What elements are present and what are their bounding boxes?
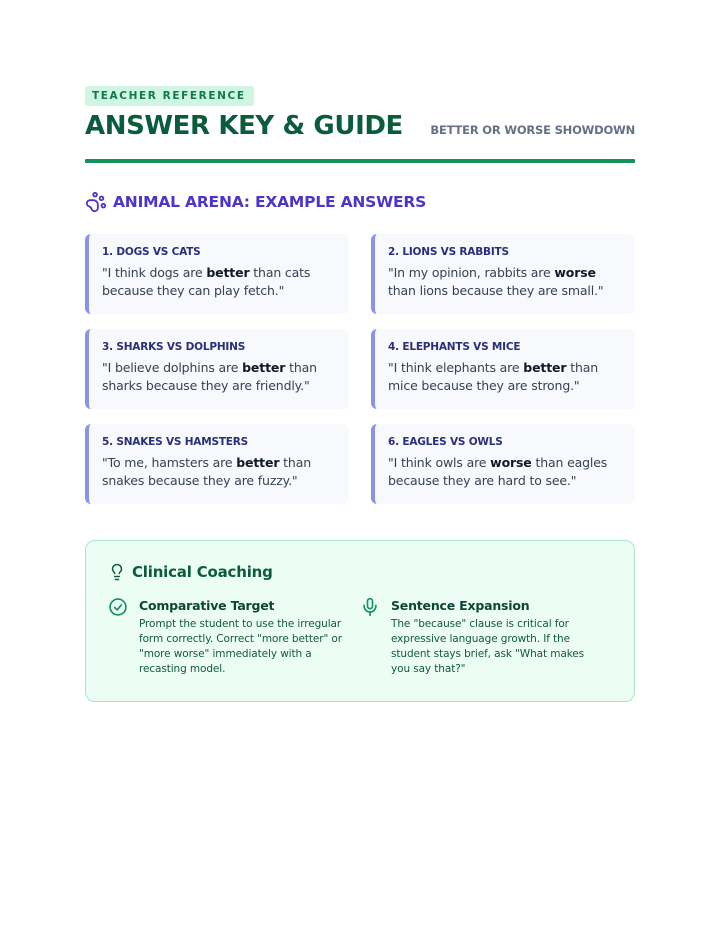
answer-text-before: "To me, hamsters are [102,455,237,470]
lightbulb-icon [108,563,126,581]
answer-text-after: than lions because they are small." [388,283,604,298]
coaching-title: Clinical Coaching [132,563,273,581]
example-answers-grid [85,234,635,504]
answer-card [85,234,349,314]
answer-comparative: worse [554,265,596,280]
answer-card-text [388,454,625,490]
coaching-item [360,598,612,677]
answer-card-text [102,264,339,300]
header-row [85,109,635,143]
header-divider [85,159,635,163]
answer-key-page [85,84,635,702]
answer-comparative: better [523,360,567,375]
answer-card [371,424,635,504]
answer-text-before: "I think elephants are [388,360,524,375]
answer-text-after: than mice because they are strong." [388,360,599,393]
coaching-columns [108,598,612,677]
answer-card-label: 4. ELEPHANTS VS MICE [388,341,521,353]
answer-card [85,329,349,409]
answer-card-label: 3. SHARKS VS DOLPHINS [102,341,246,353]
coaching-item-text: The "because" clause is critical for expressive language growth. If the student stays brief, ask "What makes you say that?" [391,618,585,675]
answer-text-before: "I believe dolphins are [102,360,243,375]
answer-text-before: "I think owls are [388,455,491,470]
answer-card-text [102,359,339,395]
section-header [85,191,635,213]
answer-card-text [388,264,625,300]
microphone-icon [360,597,380,617]
clinical-coaching-panel [85,540,635,702]
coaching-header [108,563,612,581]
coaching-item-body [391,598,596,677]
answer-card [85,424,349,504]
answer-text-after: than eagles because they are hard to see." [388,455,608,488]
teacher-reference-badge: TEACHER REFERENCE [85,86,254,106]
answer-card [371,234,635,314]
coaching-item-text: Prompt the student to use the irregular form correctly. Correct "more better" or "more worse" immediately with a recasting model. [139,618,342,675]
answer-text-before: "In my opinion, rabbits are [388,265,555,280]
answer-text-after: than sharks because they are friendly." [102,360,317,393]
paw-icon [85,191,107,213]
answer-comparative: better [236,455,280,470]
coaching-item [108,598,360,677]
page-subtitle: BETTER OR WORSE SHOWDOWN [430,123,635,137]
check-circle-icon [108,597,128,617]
answer-comparative: worse [490,455,532,470]
page-title: ANSWER KEY & GUIDE [85,111,403,141]
section-title: ANIMAL ARENA: EXAMPLE ANSWERS [113,193,427,211]
answer-comparative: better [206,265,250,280]
coaching-item-body [139,598,344,677]
coaching-item-title: Sentence Expansion [391,598,530,613]
answer-comparative: better [242,360,286,375]
answer-card [371,329,635,409]
answer-card-text [102,454,339,490]
answer-card-text [388,359,625,395]
answer-card-label: 6. EAGLES VS OWLS [388,436,503,448]
answer-text-after: than cats because they can play fetch." [102,265,311,298]
answer-card-label: 5. SNAKES VS HAMSTERS [102,436,249,448]
answer-text-after: than snakes because they are fuzzy." [102,455,311,488]
coaching-item-title: Comparative Target [139,598,275,613]
answer-card-label: 2. LIONS VS RABBITS [388,246,509,258]
answer-card-label: 1. DOGS VS CATS [102,246,201,258]
answer-text-before: "I think dogs are [102,265,207,280]
